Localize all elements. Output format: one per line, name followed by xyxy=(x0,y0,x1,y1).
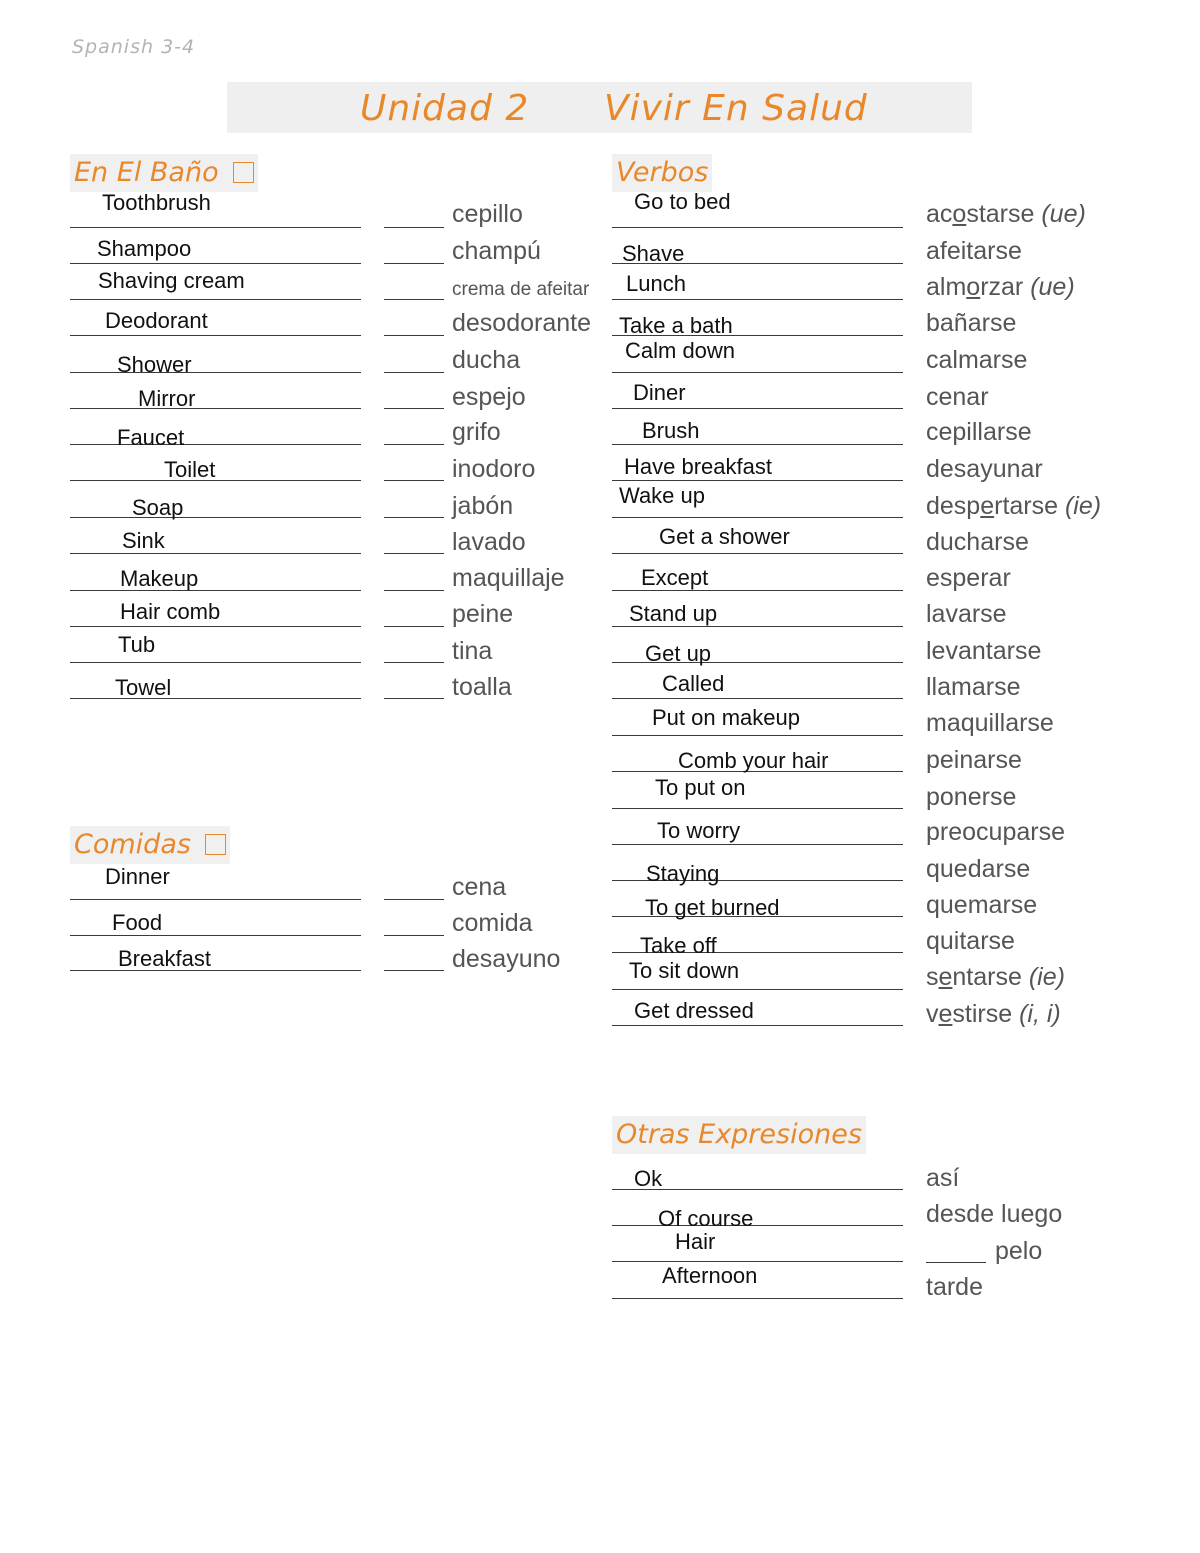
verb-text: ponerse xyxy=(926,783,1017,811)
answer-text: To put on xyxy=(655,775,746,800)
answer-line xyxy=(70,408,361,409)
verb-text: llamarse xyxy=(926,673,1021,701)
vocab-term: espejo xyxy=(452,383,526,411)
vocab-verb xyxy=(926,528,1029,557)
answer-text: Take off xyxy=(640,933,717,958)
answer-line xyxy=(612,1025,903,1026)
checkbox-icon[interactable] xyxy=(205,834,226,855)
answer-text: Take a bath xyxy=(619,313,733,338)
vocab-term: pelo xyxy=(995,1237,1043,1265)
answer-line xyxy=(70,299,361,300)
verb-text: desp xyxy=(926,492,981,520)
vocab-verb xyxy=(926,746,1022,775)
answer-text: Toilet xyxy=(164,457,216,482)
answer-text: Stand up xyxy=(629,601,718,626)
section-heading-verbos: Verbos xyxy=(612,154,712,192)
answer-text: Calm down xyxy=(625,338,736,363)
vocab-term: ducha xyxy=(452,346,521,374)
answer-line xyxy=(612,517,903,518)
answer-line xyxy=(70,626,361,627)
blank-line xyxy=(384,263,444,264)
answer-line xyxy=(70,553,361,554)
verb-text: v xyxy=(926,1000,939,1028)
vocab-term: tarde xyxy=(926,1273,983,1301)
answer-line xyxy=(612,1298,903,1299)
answer-text: Staying xyxy=(646,861,720,886)
answer-text: Towel xyxy=(115,675,172,700)
blank-line xyxy=(384,970,444,971)
answer-text: Deodorant xyxy=(105,308,208,333)
answer-text: Brush xyxy=(642,418,700,443)
answer-text: Comb your hair xyxy=(678,748,829,773)
answer-text: Ok xyxy=(634,1166,663,1191)
verb-text: quemarse xyxy=(926,891,1038,919)
blank-line xyxy=(384,698,444,699)
answer-text: Put on makeup xyxy=(652,705,800,730)
answer-text: To worry xyxy=(657,818,741,843)
vocab-term: cena xyxy=(452,873,507,901)
answer-text: Called xyxy=(662,671,725,696)
answer-line xyxy=(612,480,903,481)
vocab-verb xyxy=(926,927,1015,956)
vocab-term: comida xyxy=(452,909,533,937)
blank-line xyxy=(384,227,444,228)
answer-line xyxy=(612,444,903,445)
answer-text: Food xyxy=(112,910,163,935)
vocab-term: inodoro xyxy=(452,455,536,483)
verb-text: levantarse xyxy=(926,637,1042,665)
answer-text: Mirror xyxy=(138,386,196,411)
vocab-verb xyxy=(926,492,1101,521)
unit-name: Vivir En Salud xyxy=(604,88,868,129)
answer-text: Makeup xyxy=(120,566,199,591)
stem-change-note: (i, i) xyxy=(1019,1000,1061,1028)
answer-text: Toothbrush xyxy=(102,190,211,215)
blank-line xyxy=(384,590,444,591)
vocab-verb xyxy=(926,783,1016,812)
stem-change-vowel: e xyxy=(938,963,953,991)
verb-text: rtarse xyxy=(994,492,1065,520)
answer-line xyxy=(70,263,361,264)
header-note: Spanish 3-4 xyxy=(72,36,196,58)
stem-change-vowel: o xyxy=(952,200,967,228)
answer-text: Breakfast xyxy=(118,946,211,971)
answer-text: Hair comb xyxy=(120,599,221,624)
answer-line xyxy=(612,1225,903,1226)
vocab-verb xyxy=(926,309,1016,338)
answer-line xyxy=(70,662,361,663)
stem-change-vowel: o xyxy=(966,273,981,301)
answer-line xyxy=(612,735,903,736)
answer-line xyxy=(612,1261,903,1262)
stem-change-vowel: e xyxy=(938,1000,953,1028)
vocab-verb xyxy=(926,709,1054,738)
answer-text: Except xyxy=(641,565,709,590)
verb-text: peinarse xyxy=(926,746,1022,774)
verb-text: maquillarse xyxy=(926,709,1054,737)
vocab-term: grifo xyxy=(452,418,501,446)
verb-text: cenar xyxy=(926,383,989,411)
vocab-term: crema de afeitar xyxy=(452,279,590,300)
answer-text: Of course xyxy=(658,1206,754,1231)
answer-text: To get burned xyxy=(645,895,780,920)
stem-change-note: (ie) xyxy=(1064,492,1102,520)
answer-text: Shaving cream xyxy=(98,268,245,293)
vocab-term: tina xyxy=(452,637,493,665)
vocab-verb xyxy=(926,600,1007,629)
answer-text: Lunch xyxy=(626,271,686,296)
blank-line xyxy=(384,299,444,300)
vocab-verb xyxy=(926,963,1065,992)
answer-line xyxy=(70,335,361,336)
verb-text: starse xyxy=(966,200,1042,228)
vocab-verb xyxy=(926,673,1020,702)
unit-title: Unidad 2 xyxy=(360,88,530,129)
blank-line xyxy=(384,626,444,627)
vocab-term: lavado xyxy=(452,528,526,556)
section-heading-bano: En El Baño xyxy=(70,154,258,192)
vocab-verb xyxy=(926,564,1011,593)
verb-text: alm xyxy=(926,273,967,301)
blank-line xyxy=(384,935,444,936)
verb-text: ac xyxy=(926,200,953,228)
vocab-verb xyxy=(926,637,1041,666)
verb-text: afeitarse xyxy=(926,237,1022,265)
vocab-term: champú xyxy=(452,237,541,265)
answer-line xyxy=(612,553,903,554)
verb-text: stirse xyxy=(952,1000,1020,1028)
blank-line xyxy=(384,372,444,373)
answer-text: Shower xyxy=(117,352,192,377)
answer-line xyxy=(612,227,903,228)
vocab-term: así xyxy=(926,1164,960,1192)
section-heading-comidas: Comidas xyxy=(70,826,230,864)
answer-line xyxy=(70,590,361,591)
blank-line xyxy=(926,1262,986,1263)
vocab-term: maquillaje xyxy=(452,564,565,592)
blank-line xyxy=(384,335,444,336)
vocab-verb xyxy=(926,855,1030,884)
answer-line xyxy=(612,372,903,373)
verb-text: ntarse xyxy=(952,963,1029,991)
answer-line xyxy=(612,844,903,845)
answer-line xyxy=(70,372,361,373)
vocab-verb xyxy=(926,455,1043,484)
answer-line xyxy=(70,698,361,699)
blank-line xyxy=(384,408,444,409)
vocab-verb xyxy=(926,346,1027,375)
vocab-term: peine xyxy=(452,600,514,628)
verb-text: quitarse xyxy=(926,927,1015,955)
answer-line xyxy=(70,444,361,445)
verb-text: desayunar xyxy=(926,455,1043,483)
vocab-verb xyxy=(926,200,1086,229)
vocab-term: toalla xyxy=(452,673,512,701)
blank-line xyxy=(384,480,444,481)
answer-line xyxy=(70,970,361,971)
answer-line xyxy=(70,899,361,900)
vocab-term: desde luego xyxy=(926,1200,1063,1228)
vocab-term: desodorante xyxy=(452,309,592,337)
answer-text: Tub xyxy=(118,632,156,657)
answer-line xyxy=(612,989,903,990)
answer-text: Go to bed xyxy=(634,189,731,214)
verb-text: bañarse xyxy=(926,309,1017,337)
vocab-verb xyxy=(926,891,1037,920)
vocab-term: jabón xyxy=(452,492,514,520)
blank-line xyxy=(384,444,444,445)
verb-text: esperar xyxy=(926,564,1011,592)
answer-text: Have breakfast xyxy=(624,454,772,479)
answer-text: Wake up xyxy=(619,483,706,508)
answer-line xyxy=(612,299,903,300)
answer-text: Get up xyxy=(645,641,712,666)
answer-line xyxy=(70,227,361,228)
stem-change-note: (ue) xyxy=(1041,200,1086,228)
answer-line xyxy=(612,808,903,809)
answer-text: To sit down xyxy=(629,958,740,983)
answer-text: Get dressed xyxy=(634,998,754,1023)
blank-line xyxy=(384,899,444,900)
vocab-verb xyxy=(926,383,989,412)
blank-line xyxy=(384,553,444,554)
stem-change-note: (ue) xyxy=(1030,273,1075,301)
verb-text: preocuparse xyxy=(926,818,1065,846)
verb-text: cepillarse xyxy=(926,418,1032,446)
vocab-term: desayuno xyxy=(452,945,561,973)
answer-text: Shave xyxy=(622,241,685,266)
blank-line xyxy=(384,662,444,663)
vocab-term: cepillo xyxy=(452,200,523,228)
verb-text: rzar xyxy=(980,273,1031,301)
vocab-verb xyxy=(926,237,1022,266)
vocab-verb xyxy=(926,1000,1061,1029)
answer-text: Get a shower xyxy=(659,524,790,549)
answer-text: Diner xyxy=(633,380,686,405)
vocab-verb xyxy=(926,273,1075,302)
answer-line xyxy=(70,480,361,481)
checkbox-icon[interactable] xyxy=(233,162,254,183)
answer-text: Shampoo xyxy=(97,236,192,261)
answer-text: Soap xyxy=(132,495,184,520)
answer-text: Faucet xyxy=(117,425,185,450)
answer-line xyxy=(612,698,903,699)
vocab-verb xyxy=(926,818,1065,847)
vocab-verb xyxy=(926,418,1032,447)
verb-text: lavarse xyxy=(926,600,1007,628)
verb-text: ducharse xyxy=(926,528,1029,556)
answer-line xyxy=(70,517,361,518)
answer-text: Sink xyxy=(122,528,165,553)
verb-text: quedarse xyxy=(926,855,1031,883)
section-heading-otras: Otras Expresiones xyxy=(612,1116,866,1154)
answer-line xyxy=(612,408,903,409)
stem-change-note: (ie) xyxy=(1028,963,1065,991)
verb-text: s xyxy=(926,963,939,991)
answer-text: Hair xyxy=(675,1229,716,1254)
verb-text: calmarse xyxy=(926,346,1028,374)
answer-text: Afternoon xyxy=(662,1263,758,1288)
blank-line xyxy=(384,517,444,518)
stem-change-vowel: e xyxy=(980,492,995,520)
answer-text: Dinner xyxy=(105,864,170,889)
